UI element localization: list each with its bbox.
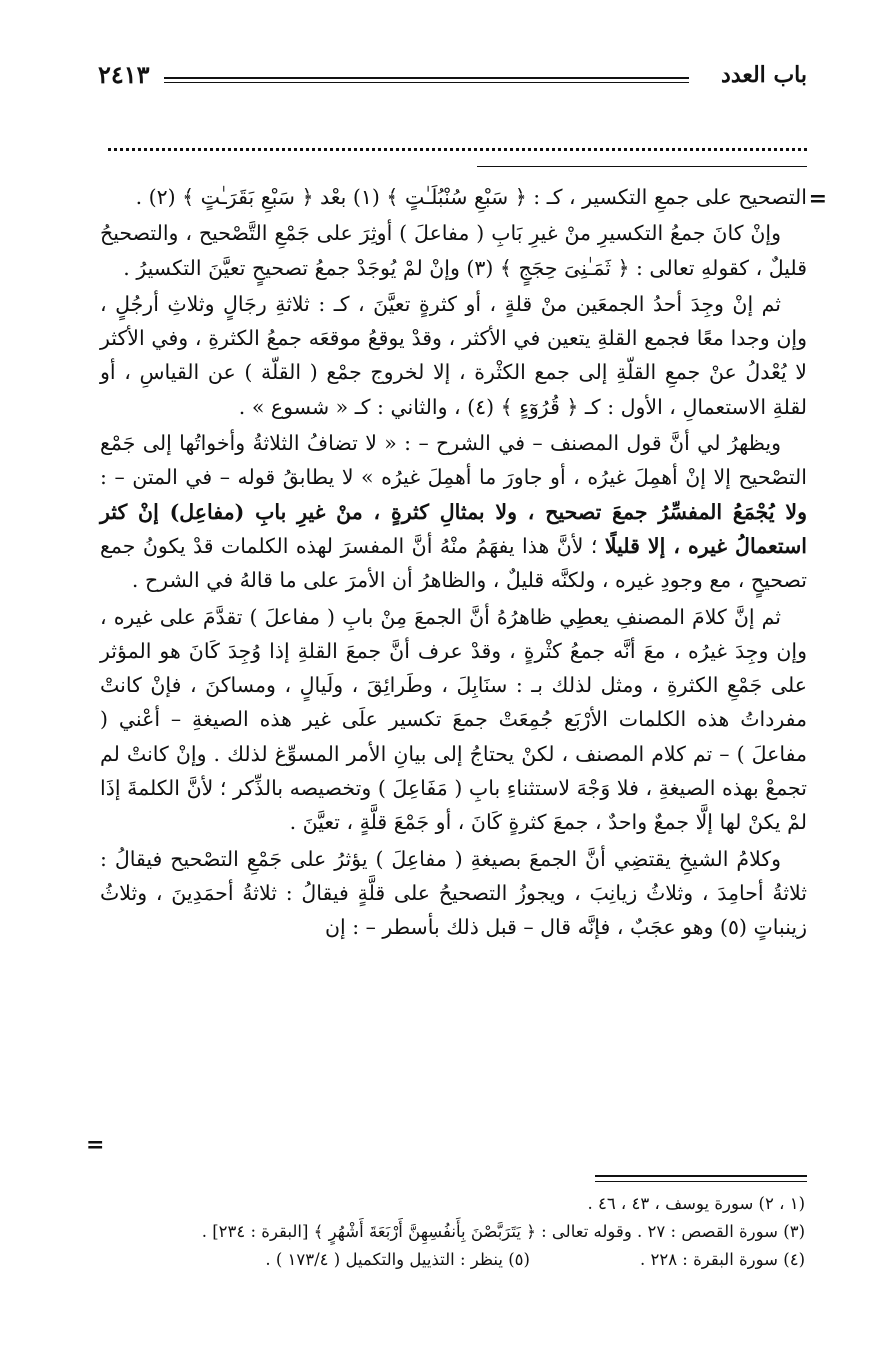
paragraph-4 [100, 426, 807, 597]
paragraph-2: وإنْ كانَ جمعُ التكسيرِ منْ غيرِ بَابِ ( مفاعلَ ) أوثِرَ على جَمْعِ التَّصْحيح ، والتصحيحُ قليلٌ ، كقولهِ تعالى : ﴿ ثَمَـٰنِىَ حِجَجٍ ﴾ (٣) وإنْ لمْ يُوجَدْ جمعُ تصحيحٍ تعيَّنَ التكسيرُ . [100, 221, 807, 280]
paragraph-6: وكلامُ الشيخِ يقتضِي أنَّ الجمعَ بصيغةِ ( مفاعِلَ ) يؤثرُ على جَمْعِ التصْحيح فيقالُ : ثلاثةُ أحامِدَ ، وثلاثُ زيانِبَ ، ويجوزُ التصحيحُ على قلَّةٍ فيقالُ : ثلاثةُ أحمَدِينَ ، وثلاثُ زينباتٍ (٥) وهو عجَبٌ ، فإنَّه قال – قبل ذلك بأسطر – : إن [100, 846, 807, 940]
header-rule [164, 77, 689, 83]
paragraph-4-rest: ؛ لأنَّ هذا يفهَمُ منْهُ أنَّ المفسرَ لهذه الكلمات قدْ يكونُ جمع تصحيحٍ ، مع وجودِ غيره ، ولكنَّه قليلٌ ، والظاهرُ أن الأمرَ على ما قالهُ في الشرح . [100, 533, 807, 593]
continuation-mark-end: = [86, 1132, 105, 1158]
paragraph-4-intro: ويظهرُ لي أنَّ قول المصنف – في الشرح – : « لا تضافُ الثلاثةُ وأخواتُها إلى جَمْع التصْحيح إلا إنْ أهمِلَ غيرُه ، أو جاورَ ما أهمِلَ غيرُه » لا يطابقُ قوله – في المتن – : [100, 431, 807, 490]
footnote-row-4-5 [100, 1246, 805, 1274]
footnote-3: (٣) سورة القصص : ٢٧ . وقوله تعالى : ﴿ يَتَرَبَّصْنَ بِأَنفُسِهِنَّ أَرْبَعَةَ أَشْهُرٍ ﴾ [البقرة : ٢٣٤] . [201, 1222, 805, 1241]
paragraph-3: ثم إنْ وجِدَ أحدُ الجمعَين منْ قلةٍ ، أو كثرةٍ تعيَّنَ ، كـ : ثلاثةِ رجَالٍ وثلاثِ أرجُلٍ ، وإن وجدا معًا فجمع القلةِ يتعين في الأكثر ، وقدْ يوقعُ موقعَه جمعُ الكثرةِ ، وفي الأكثر لا يُعْدلُ عنْ جمعِ القلّةِ إلى جمع الكثْرة ، إلا لخروج جمْع ( القلّة ) عن القياسِ ، أو لقلةِ الاستعمالِ ، الأول : كـ ﴿ قُرُوٓءٍ ﴾ (٤) ، والثاني : كـ « شسوع » . [100, 291, 807, 419]
quoted-matn-bold: ولا يُجْمَعُ المفسِّرُ جمعَ تصحيح ، ولا بمثالِ كثرةٍ ، منْ غيرِ بابِ (مفاعِل) إنْ كثر استعمالُ غيره ، إلا قليلًا [100, 499, 807, 558]
short-separator [477, 166, 807, 167]
footnote-rule-thin [595, 1181, 807, 1182]
footnote-rule [595, 1175, 807, 1177]
page-number: ٢٤١٣ [98, 60, 150, 89]
chapter-title: باب العدد [721, 62, 807, 88]
footnote-4: (٤) سورة البقرة : ٢٢٨ . [639, 1250, 805, 1269]
main-text [100, 180, 807, 945]
paragraph-1: التصحيح على جمعِ التكسير ، كـ : ﴿ سَبْعِ سُنْبُلَـٰتٍ ﴾ (١) بعْد ﴿ سَبْعِ بَقَرَـٰتٍ ﴾ (٢) . [135, 185, 807, 209]
footnotes [100, 1190, 805, 1274]
dotted-separator [108, 148, 807, 151]
footnote-1-2: (١ ، ٢) سورة يوسف ، ٤٣ ، ٤٦ . [587, 1194, 805, 1213]
paragraph-5: ثم إنَّ كلامَ المصنفِ يعطِي ظاهرُهُ أنَّ الجمعَ مِنْ بابِ ( مفاعلَ ) تقدَّمَ على غيره ، وإن وجِدَ غيرُه ، معَ أنَّه جمعُ كثْرةٍ ، وقدْ عرف أنَّ جمعَ القلةِ إذا وُجِدَ كَانَ هو المؤثر على جَمْعِ الكثرةِ ، ومثل لذلك بـ : سنَابِلَ ، وطَرائِقَ ، ولَيالٍ ، ومساكنَ ، فإنْ كانتْ مفرداتُ هذه الكلمات الأرْبَع جُمِعَتْ جمعَ تكسير علَى غير هذه الصيغةِ – أعْني ( مفاعلَ ) – تم كلام المصنف ، لكنْ يحتاجُ إلى بيانِ الأمر المسوِّغ لذلك . وإنْ كانتْ لم تجمعْ بهذه الصيغةِ ، فلا وَجْهَ لاستثناءِ بابِ ( مَفَاعِلَ ) وتخصيصه بالذِّكر ؛ لأنَّ الكلمةَ إذَا لمْ يكنْ لها إلَّا جمعٌ واحدٌ ، جمعَ كثرةٍ كَانَ ، أو جَمْعَ قلَّةٍ ، تعيَّنَ . [100, 604, 807, 835]
footnote-5: (٥) ينظر : التذييل والتكميل ( ١٧٣/٤ ) . [265, 1250, 530, 1269]
continuation-mark-start: = [808, 186, 827, 212]
page-header [98, 60, 807, 100]
